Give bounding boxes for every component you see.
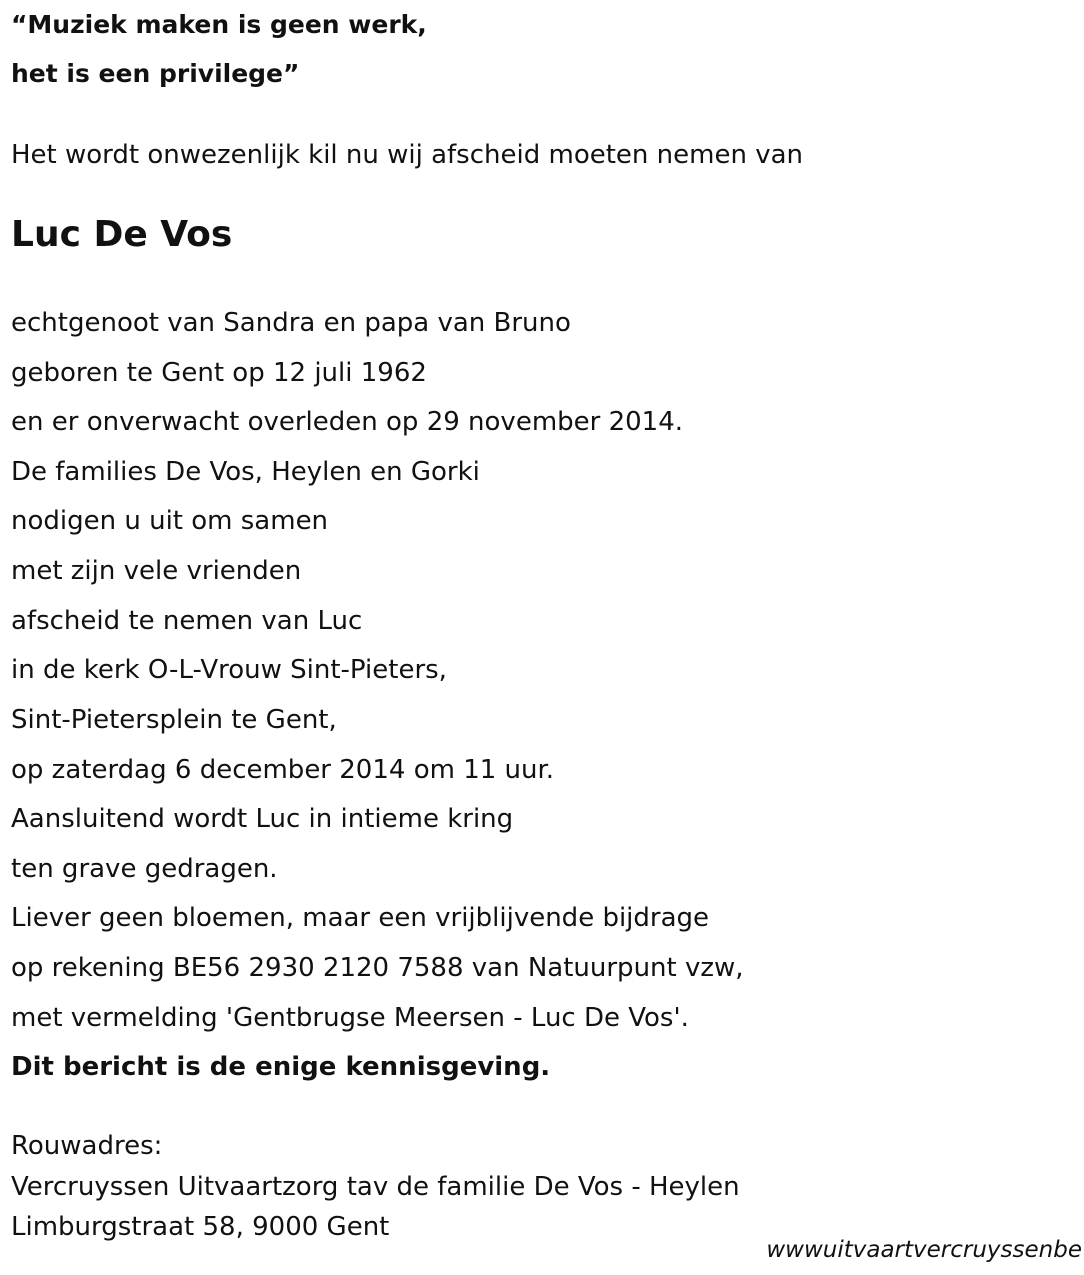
body-line: met vermelding 'Gentbrugse Meersen - Luc De Vos'. (11, 1003, 689, 1033)
body-line: nodigen u uit om samen (11, 506, 329, 536)
body-line: met zijn vele vrienden (11, 556, 302, 586)
body-line: Aansluitend wordt Luc in intieme kring (11, 804, 514, 834)
body-line: ten grave gedragen. (11, 854, 278, 884)
address-label: Rouwadres: (11, 1131, 163, 1161)
body-line: afscheid te nemen van Luc (11, 606, 363, 636)
website-text: wwwuitvaartvercruyssenbe (766, 1237, 1082, 1263)
body-line: geboren te Gent op 12 juli 1962 (11, 358, 427, 388)
body-line: Sint-Pietersplein te Gent, (11, 705, 337, 735)
deceased-name: Luc De Vos (11, 214, 233, 255)
body-line: en er onverwacht overleden op 29 november 2014. (11, 407, 684, 437)
address-line-1: Vercruyssen Uitvaartzorg tav de familie De Vos - Heylen (11, 1172, 740, 1202)
quote-line-1: “Muziek maken is geen werk, (11, 10, 427, 39)
body-line: De families De Vos, Heylen en Gorki (11, 457, 480, 487)
body-line: in de kerk O-L-Vrouw Sint-Pieters, (11, 655, 447, 685)
body-line: op rekening BE56 2930 2120 7588 van Natuurpunt vzw, (11, 953, 744, 983)
notice-text: Dit bericht is de enige kennisgeving. (11, 1052, 551, 1082)
quote-line-2: het is een privilege” (11, 59, 300, 88)
intro-text: Het wordt onwezenlijk kil nu wij afscheid moeten nemen van (11, 140, 803, 170)
body-line: op zaterdag 6 december 2014 om 11 uur. (11, 755, 555, 785)
body-line: echtgenoot van Sandra en papa van Bruno (11, 308, 571, 338)
body-line: Liever geen bloemen, maar een vrijblijvende bijdrage (11, 903, 710, 933)
address-line-2: Limburgstraat 58, 9000 Gent (11, 1212, 390, 1242)
